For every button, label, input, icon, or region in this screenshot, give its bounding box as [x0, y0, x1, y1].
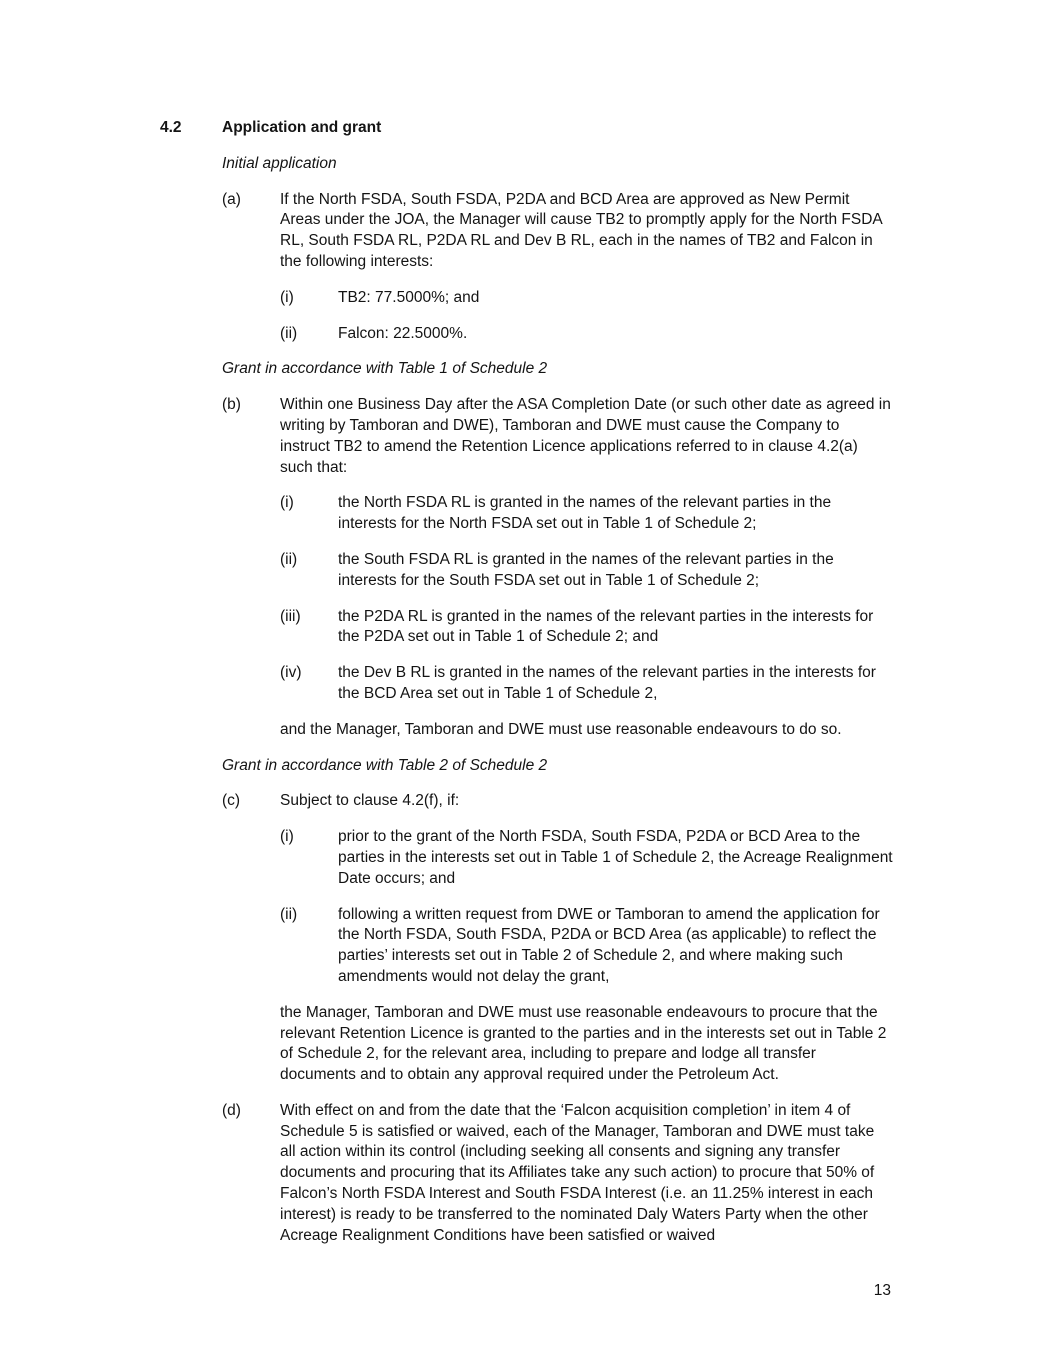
clause-d-text: With effect on and from the date that the ‘Falcon acquisition completion’ in item 4 of Schedule 5 is satisfied or waived, each of the Manager, Tamboran and DWE must take all action within its control (including seeking all consents and signing any transfer documents and procuring that its Affiliates take any such action) to procure that 50% of Falcon’s North FSDA Interest and South FSDA Interest (i.e. an 11.25% interest in each interest) is ready to be transferred to the nominated Daly Waters Party when the other Acreage Realignment Conditions have been satisfied or waived: [280, 1101, 875, 1244]
clause-a-item-ii-marker: (ii): [280, 324, 298, 342]
clause-a-marker: (a): [222, 190, 241, 208]
section-number: 4.2: [160, 119, 182, 136]
clause-c-text: Subject to clause 4.2(f), if:: [280, 792, 460, 810]
clause-a: [222, 190, 895, 360]
clause-b-item-i: [280, 493, 893, 535]
clause-a-item-i: [280, 288, 893, 309]
clause-a-item-i-text: TB2: 77.5000%; and: [338, 288, 480, 306]
clause-b-text: Within one Business Day after the ASA Completion Date (or such other date as agreed in writing by Tamboran and DWE), Tamboran and DWE must cause the Company to instruct TB2 to amend the Retention Licence applications referred to in clause 4.2(a) such that:: [280, 396, 891, 476]
clause-b-item-iii-text: the P2DA RL is granted in the names of the relevant parties in the interests for the P2DA set out in Table 1 of Schedule 2; and: [338, 607, 874, 646]
clause-c-continuation: the Manager, Tamboran and DWE must use reasonable endeavours to procure that the relevant Retention Licence is granted to the parties and in the interests set out in Table 2 of Schedule 2, for the relevant area, including to prepare and lodge all transfer documents and to obtain any approval required under the Petroleum Act.: [280, 1003, 887, 1084]
section-title: Application and grant: [222, 119, 382, 136]
clause-d: [222, 1101, 895, 1262]
clause-b-item-ii: [280, 550, 893, 592]
clause-c-item-ii-text: following a written request from DWE or Tamboran to amend the application for the North FSDA, South FSDA, P2DA or BCD Area (as applicable) to reflect the parties’ interests set out in Table 2 of Schedule 2, and where making such amendments would not delay the grant,: [338, 905, 880, 985]
subheading-table2: Grant in accordance with Table 2 of Schedule 2: [222, 756, 548, 774]
clause-a-item-i-marker: (i): [280, 288, 294, 306]
clause-b-item-iv-marker: (iv): [280, 664, 302, 682]
subheading-initial-application: Initial application: [222, 154, 337, 172]
clause-c-item-i: [280, 827, 893, 889]
clause-a-item-ii: [280, 324, 893, 345]
clause-b-item-i-marker: (i): [280, 494, 294, 512]
clause-b-item-i-text: the North FSDA RL is granted in the names of the relevant parties in the interests for the North FSDA set out in Table 1 of Schedule 2;: [338, 494, 832, 533]
clause-c-item-i-text: prior to the grant of the North FSDA, South FSDA, P2DA or BCD Area to the parties in the interests set out in Table 1 of Schedule 2, the Acreage Realignment Date occurs; and: [338, 828, 893, 887]
clause-c: [222, 791, 895, 1002]
clause-d-marker: (d): [222, 1101, 241, 1119]
clause-b-item-iii: [280, 607, 893, 649]
clause-b-item-iii-marker: (iii): [280, 607, 301, 625]
subheading-table1: Grant in accordance with Table 1 of Schedule 2: [222, 360, 548, 378]
clause-c-marker: (c): [222, 792, 241, 810]
clause-b-item-iv: [280, 663, 893, 705]
clause-c-item-ii-marker: (ii): [280, 905, 298, 923]
clause-b-item-iv-text: the Dev B RL is granted in the names of the relevant parties in the interests for the BCD Area set out in Table 1 of Schedule 2,: [338, 664, 876, 702]
clause-b-continuation: and the Manager, Tamboran and DWE must use reasonable endeavours to do so.: [280, 720, 842, 738]
clause-c-item-ii: [280, 905, 893, 988]
clause-b-item-ii-text: the South FSDA RL is granted in the names of the relevant parties in the interests for the South FSDA set out in Table 1 of Schedule 2;: [338, 550, 834, 589]
clause-b-item-ii-marker: (ii): [280, 550, 298, 568]
page-number: 13: [873, 1282, 891, 1299]
clause-a-item-ii-text: Falcon: 22.5000%.: [338, 324, 468, 342]
clause-b-marker: (b): [222, 396, 241, 414]
section-heading: [160, 118, 895, 139]
clause-c-item-i-marker: (i): [280, 828, 294, 846]
clause-a-text: If the North FSDA, South FSDA, P2DA and BCD Area are approved as New Permit Areas under the JOA, the Manager will cause TB2 to promptly apply for the North FSDA RL, South FSDA RL, P2DA RL and Dev B RL, each in the names of TB2 and Falcon in the following interests:: [280, 190, 882, 270]
clause-b: [222, 395, 895, 720]
